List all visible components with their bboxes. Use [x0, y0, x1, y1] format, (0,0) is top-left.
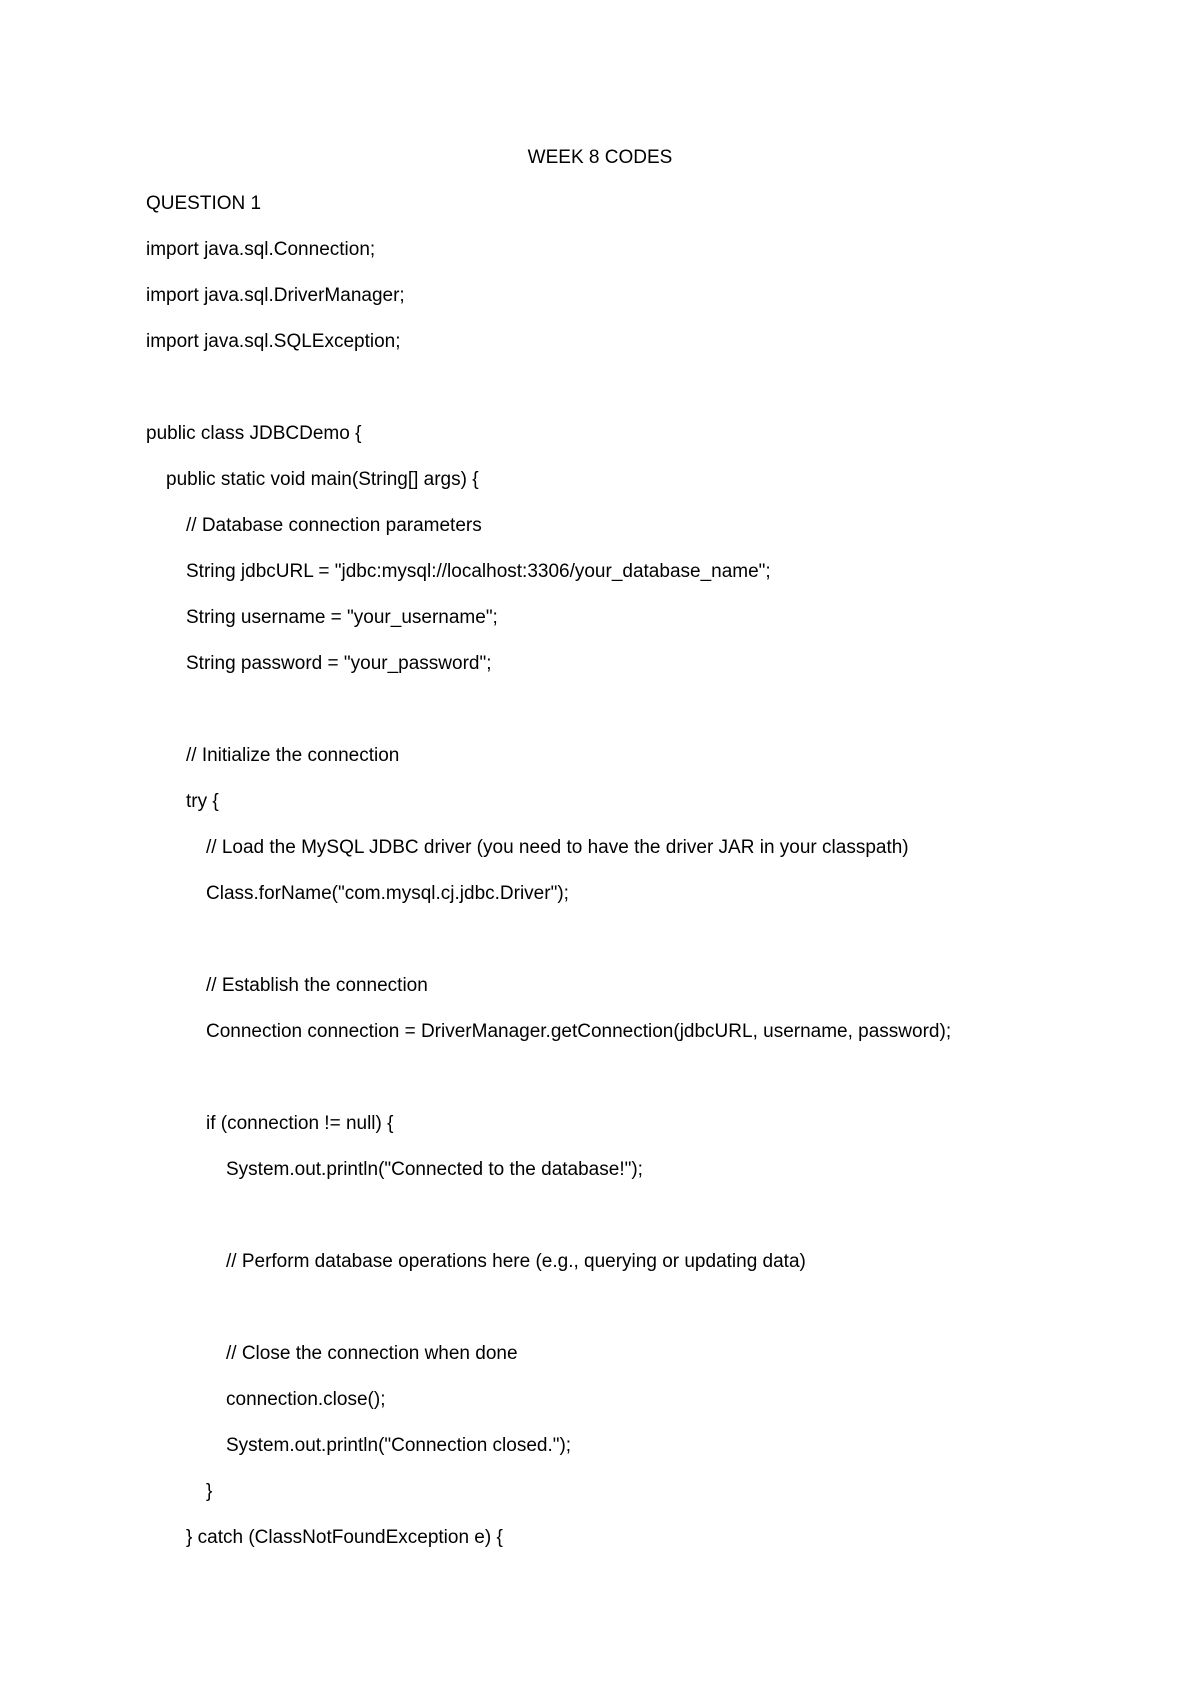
code-line: String password = "your_password"; [186, 653, 492, 674]
code-comment: // Establish the connection [206, 975, 428, 996]
code-line: public class JDBCDemo { [146, 423, 362, 444]
code-comment: // Close the connection when done [226, 1343, 518, 1364]
code-line: System.out.println("Connected to the database!"); [226, 1159, 643, 1180]
section-heading: QUESTION 1 [146, 193, 262, 214]
document-title: WEEK 8 CODES [527, 147, 673, 168]
code-line: System.out.println("Connection closed."); [226, 1435, 572, 1456]
code-comment: // Perform database operations here (e.g., querying or updating data) [226, 1251, 806, 1272]
code-line: } catch (ClassNotFoundException e) { [186, 1527, 503, 1548]
code-line: connection.close(); [226, 1389, 386, 1410]
code-comment: // Initialize the connection [186, 745, 400, 766]
code-line: Connection connection = DriverManager.getConnection(jdbcURL, username, password); [206, 1021, 952, 1042]
code-line: if (connection != null) { [206, 1113, 394, 1134]
code-line: String jdbcURL = "jdbc:mysql://localhost:3306/your_database_name"; [186, 561, 771, 582]
code-line: } [206, 1481, 213, 1502]
code-comment: // Load the MySQL JDBC driver (you need to have the driver JAR in your classpath) [206, 837, 909, 858]
code-line: import java.sql.SQLException; [146, 331, 401, 352]
code-line: import java.sql.DriverManager; [146, 285, 405, 306]
code-line: Class.forName("com.mysql.cj.jdbc.Driver"); [206, 883, 569, 904]
code-line: String username = "your_username"; [186, 607, 498, 628]
code-line: try { [186, 791, 219, 812]
code-line: import java.sql.Connection; [146, 239, 376, 260]
code-comment: // Database connection parameters [186, 515, 482, 536]
code-line: public static void main(String[] args) { [166, 469, 479, 490]
